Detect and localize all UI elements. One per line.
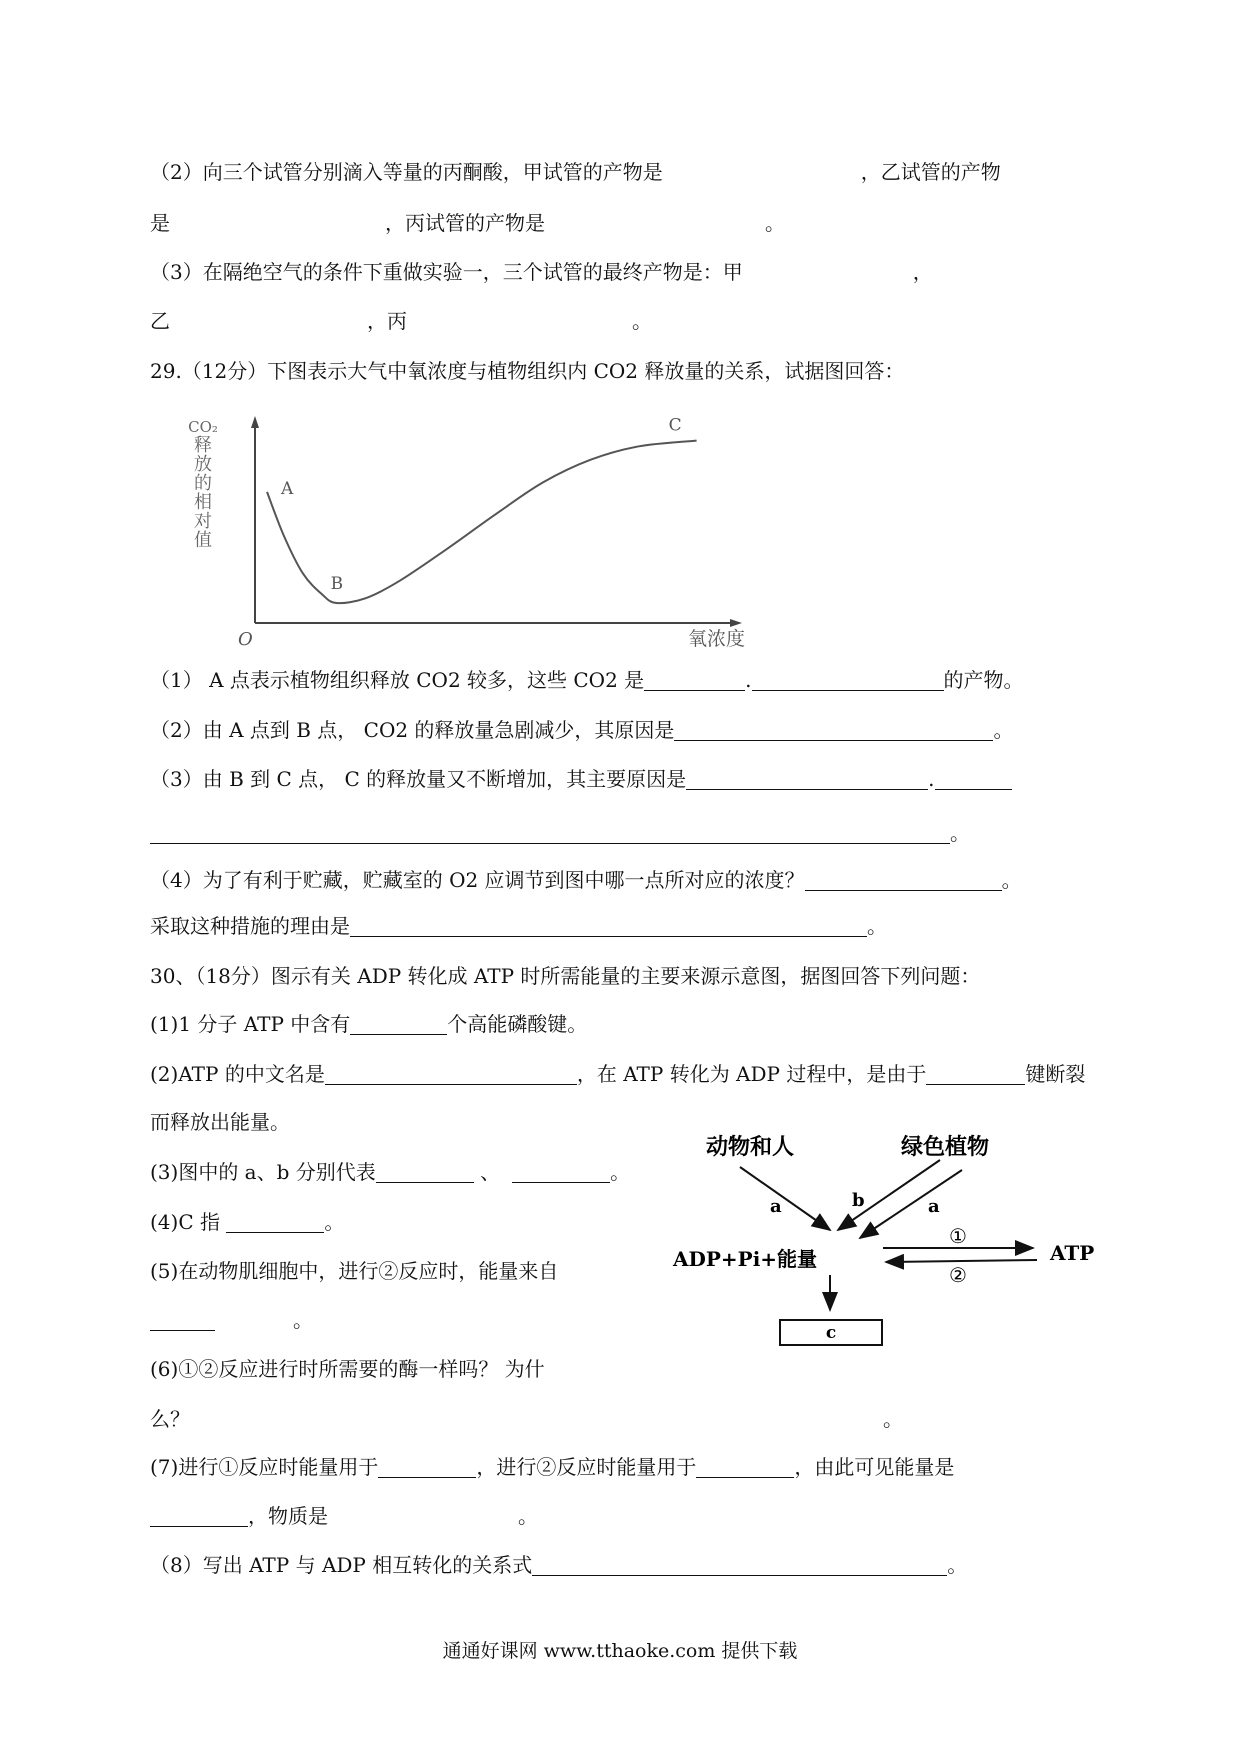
answer-blank[interactable] [325, 1064, 577, 1085]
y-axis-label-char: 相 [194, 492, 212, 513]
answer-blank[interactable] [350, 1014, 447, 1035]
text: 乙 [150, 309, 170, 333]
answer-blank[interactable] [378, 1457, 476, 1478]
text: （4）为了有利于贮藏，贮藏室的 O2 应调节到图中哪一点所对应的浓度？ [150, 868, 805, 892]
answer-blank[interactable] [226, 1212, 324, 1233]
text: (4)C 指 [150, 1210, 227, 1234]
q30-part-2 [150, 1060, 1085, 1088]
answer-blank[interactable] [686, 769, 928, 790]
answer-blank[interactable] [532, 1555, 947, 1576]
text: （3）由 B 到 C 点， C 的释放量又不断增加，其主要原因是 [150, 767, 687, 791]
q30-part-6b [150, 1405, 903, 1433]
text: 。 [1001, 868, 1022, 892]
q30-part-7 [150, 1453, 954, 1481]
label-a-2: a [928, 1196, 940, 1217]
text: 。 [632, 309, 652, 333]
text: 。 [950, 821, 970, 845]
answer-blank[interactable] [805, 870, 1002, 891]
text: （8）写出 ATP 与 ADP 相互转化的关系式 [150, 1553, 533, 1577]
q30-part-8 [150, 1551, 967, 1579]
q28-line-3 [150, 258, 933, 286]
footer: 通通好课网 www.tthaoke.com 提供下载 [442, 1640, 798, 1662]
adp-pi-energy: ADP+Pi+能量 [673, 1247, 818, 1271]
text: 么？ [150, 1407, 190, 1431]
q30-part-5: (5)在动物肌细胞中，进行②反应时，能量来自 [150, 1259, 559, 1283]
y-axis-label-char: 释 [194, 435, 212, 456]
label-a-1: a [770, 1196, 782, 1217]
reaction-2-label: ② [949, 1263, 967, 1287]
answer-blank[interactable] [512, 1162, 610, 1183]
answer-blank[interactable] [376, 1162, 474, 1183]
q29-part-2 [150, 716, 1013, 744]
plants-label: 绿色植物 [900, 1134, 990, 1160]
text: 的产物。 [943, 668, 1024, 692]
y-axis-label [188, 418, 218, 551]
y-axis-arrow [251, 416, 259, 428]
text: (2)ATP 的中文名是 [150, 1062, 325, 1086]
point-label-c: C [668, 415, 682, 436]
q30-part-2b: 而释放出能量。 [150, 1110, 290, 1134]
reaction-1-label: ① [949, 1224, 967, 1248]
text: ，丙 [367, 309, 407, 333]
co2-oxygen-chart [140, 400, 780, 660]
q29-part-4 [150, 866, 1022, 894]
text: 。 [883, 1407, 903, 1431]
point-label-a: A [281, 478, 294, 499]
text: 。 [293, 1308, 313, 1332]
text: ，进行②反应时能量用于 [476, 1455, 697, 1479]
text: (7)进行①反应时能量用于 [150, 1455, 379, 1479]
q29-part-3 [150, 765, 1012, 793]
text: ， [912, 260, 933, 284]
text: 。 [765, 211, 785, 235]
q29-part-1 [150, 666, 1024, 694]
answer-blank[interactable] [644, 670, 745, 691]
q28-line-3b [150, 307, 652, 335]
text: 、 [473, 1160, 501, 1184]
reaction-2-arrow [886, 1260, 1037, 1262]
animals-label: 动物和人 [705, 1134, 795, 1160]
text: 采取这种措施的理由是 [150, 914, 350, 938]
y-axis-label-char: CO₂ [188, 418, 218, 436]
text: (3)图中的 a、b 分别代表 [150, 1160, 376, 1184]
point-label-b: B [330, 574, 344, 595]
text: （2）由 A 点到 B 点， CO2 的释放量急剧减少，其原因是 [150, 718, 675, 742]
arrow-a-animals [740, 1167, 830, 1230]
q30-part-3 [150, 1158, 630, 1186]
text: ，乙试管的产物 [860, 160, 1001, 184]
text: 。 [867, 914, 887, 938]
answer-blank[interactable] [350, 916, 867, 937]
text: 个高能磷酸键。 [447, 1012, 588, 1036]
text: ，物质是 [248, 1504, 328, 1528]
text: (1)1 分子 ATP 中含有 [150, 1012, 351, 1036]
q30-part-4 [150, 1208, 344, 1236]
label-b: b [852, 1190, 865, 1211]
origin-label: O [238, 629, 253, 650]
text: 。 [518, 1504, 538, 1528]
q30-title: 30、（18分）图示有关 ADP 转化成 ATP 时所需能量的主要来源示意图，据图回答下列问题： [150, 964, 981, 988]
atp-energy-diagram [650, 1120, 1170, 1370]
text: ，由此可见能量是 [794, 1455, 955, 1479]
q29-part-4b [150, 912, 887, 940]
answer-blank[interactable] [696, 1457, 794, 1478]
text: 键断裂 [1025, 1062, 1086, 1086]
q28-line-2b [150, 209, 785, 237]
text: ，丙试管的产物是 [385, 211, 545, 235]
q30-part-7b [150, 1502, 538, 1530]
answer-blank[interactable] [150, 823, 950, 844]
y-axis-label-char: 对 [194, 511, 212, 532]
atp-label: ATP [1050, 1241, 1095, 1265]
q30-part-1 [150, 1010, 587, 1038]
y-axis-label-char: 放 [194, 454, 212, 475]
x-axis-label: 氧浓度 [688, 628, 746, 650]
q29-title: 29.（12分）下图表示大气中氧浓度与植物组织内 CO2 释放量的关系，试据图回答： [150, 359, 905, 383]
answer-blank[interactable] [935, 769, 1012, 790]
text: 。 [610, 1160, 631, 1184]
box-c-label: c [825, 1323, 837, 1343]
q28-line-2 [150, 158, 1001, 186]
answer-blank[interactable] [926, 1064, 1025, 1085]
q30-part-5b [150, 1306, 313, 1334]
text: 是 [150, 211, 170, 235]
q30-part-6: (6)①②反应进行时所需要的酶一样吗？ 为什 [150, 1357, 545, 1381]
text: . [928, 767, 935, 791]
answer-blank[interactable] [674, 720, 993, 741]
y-axis-label-char: 值 [194, 530, 212, 551]
text: 。 [993, 718, 1014, 742]
y-axis-label-char: 的 [194, 473, 212, 494]
x-axis-arrow [730, 619, 742, 627]
text: （3）在隔绝空气的条件下重做实验一，三个试管的最终产物是：甲 [150, 260, 743, 284]
text: （2）向三个试管分别滴入等量的丙酮酸，甲试管的产物是 [150, 160, 663, 184]
answer-blank[interactable] [150, 1506, 248, 1527]
q29-part-3b [150, 819, 970, 847]
text: . [745, 668, 752, 692]
text: ，在 ATP 转化为 ADP 过程中，是由于 [576, 1062, 927, 1086]
answer-blank[interactable] [150, 1310, 215, 1331]
answer-blank[interactable] [752, 670, 944, 691]
text: 。 [947, 1553, 968, 1577]
text: 。 [324, 1210, 345, 1234]
text: （1） A 点表示植物组织释放 CO2 较多，这些 CO2 是 [150, 668, 645, 692]
